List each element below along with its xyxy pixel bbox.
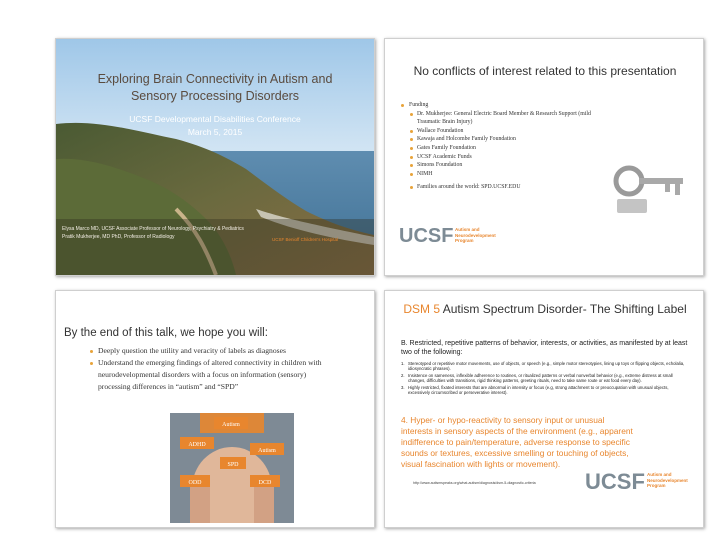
slide-2-conflicts[interactable] [384, 38, 704, 276]
author-1: Elysa Marco MD, UCSF Associate Professor of Neurology, Psychiatry & Pediatrics [62, 226, 244, 232]
funding-item: UCSF Academic Funds [401, 153, 591, 162]
funding-item: Simons Foundation [401, 161, 591, 170]
label-spd: SPD [227, 462, 239, 468]
ucsf-logo-line: Program [455, 238, 474, 243]
label-odd: ODD [188, 480, 202, 486]
criterion-item: 3. Highly restricted, fixated interests that are abnormal in intensity or focus (e.g, strong attachment to or preoccupation with unusual objects, excessively circumscribed or perseverative interest). [401, 384, 669, 396]
criterion-b-heading: B. Restricted, repetitive patterns of behavior, interests, or activities, as manifested by at least two of the following: [401, 340, 688, 356]
label-autism: Autism [222, 422, 240, 428]
title-accent: DSM 5 [403, 302, 441, 316]
ucsf-logo-main: UCSF [585, 469, 645, 494]
ucsf-logo-line: Autism and [455, 227, 480, 232]
label-dcd: DCD [258, 480, 272, 486]
ucsf-logo-line: Neurodevelopment [455, 232, 496, 238]
label-autism-2: Autism [258, 448, 276, 454]
criterion-b-list [401, 361, 691, 397]
child-labels-photo [170, 413, 294, 523]
slide-2-title: No conflicts of interest related to this presentation [413, 64, 677, 78]
benioff-logo-text: UCSF Benioff Children's Hospital [272, 237, 339, 242]
goals-list [90, 345, 340, 393]
ucsf-logo-line: Neurodevelopment [647, 477, 688, 483]
funding-label: Funding [401, 101, 591, 110]
funding-list [401, 101, 591, 192]
goal-item: Deeply question the utility and veracity of labels as diagnoses [90, 345, 340, 357]
criterion-item: 1. Stereotyped or repetitive motor movements, use of objects, or speech (e.g., simple motor stereotypies, lining up toys or flipping objects, echolalia, idiosyncratic phrases). [401, 361, 685, 372]
ucsf-logo [399, 225, 496, 248]
ucsf-logo [585, 469, 688, 495]
ucsf-logo-main: UCSF [399, 225, 454, 247]
author-2: Pratik Mukherjee, MD PhD, Professor of Radiology [62, 234, 175, 240]
criterion-4-sensory: 4. Hyper- or hypo-reactivity to sensory input or unusual interests in sensory aspects of the environment (e.g., apparent indifference to pain/temperature, adverse response to specific sounds or textures, excessive smelling or touching of objects, visual fascination with lights or movement). [401, 415, 633, 469]
ucsf-logo-line: Autism and [647, 472, 672, 477]
slide-1-title[interactable] [55, 38, 375, 276]
presentation-title: Exploring Brain Connectivity in Autism and Sensory Processing Disorders [97, 72, 333, 103]
goal-item: Understand the emerging findings of altered connectivity in children with neurodevelopmental disorders with a focus on information (sensory) processing differences in “autism” and “SPD” [90, 357, 340, 393]
funding-item: Kawaja and Holcombe Family Foundation [401, 135, 591, 144]
key-icon [609, 159, 689, 221]
title-rest: Autism Spectrum Disorder- The Shifting Label [440, 302, 687, 316]
ucsf-logo-line: Program [647, 483, 666, 488]
benioff-logo [272, 237, 362, 242]
slide-3-title: By the end of this talk, we hope you will: [64, 327, 268, 339]
funding-item: NIMH [401, 170, 591, 179]
slide-4-dsm5[interactable] [384, 290, 704, 528]
source-link[interactable]: http://www.autismspeaks.org/what-autism/diagnosis/dsm-5-diagnostic-criteria [413, 481, 536, 485]
slide-3-goals[interactable] [55, 290, 375, 528]
families-item: Families around the world: SPD.UCSF.EDU [401, 183, 591, 192]
funding-item: Wallace Foundation [401, 127, 591, 136]
funding-item: Gates Family Foundation [401, 144, 591, 153]
funding-item: Dr. Mukherjee: General Electric Board Member & Research Support (mild Traumatic Brain Injury) [401, 110, 591, 127]
slide-4-title [395, 301, 695, 317]
label-adhd: ADHD [188, 442, 206, 448]
conference-date: March 5, 2015 [187, 127, 243, 137]
conference-name: UCSF Developmental Disabilities Conference [129, 114, 301, 124]
criterion-item: 2. Insistence on sameness, inflexible adherence to routines, or ritualized patterns or verbal nonverbal behavior (e.g., extreme distress at small changes, difficulties with transitions, rigid thinking patterns, greeting rituals, need to take same route or eat food every day). [401, 372, 673, 384]
